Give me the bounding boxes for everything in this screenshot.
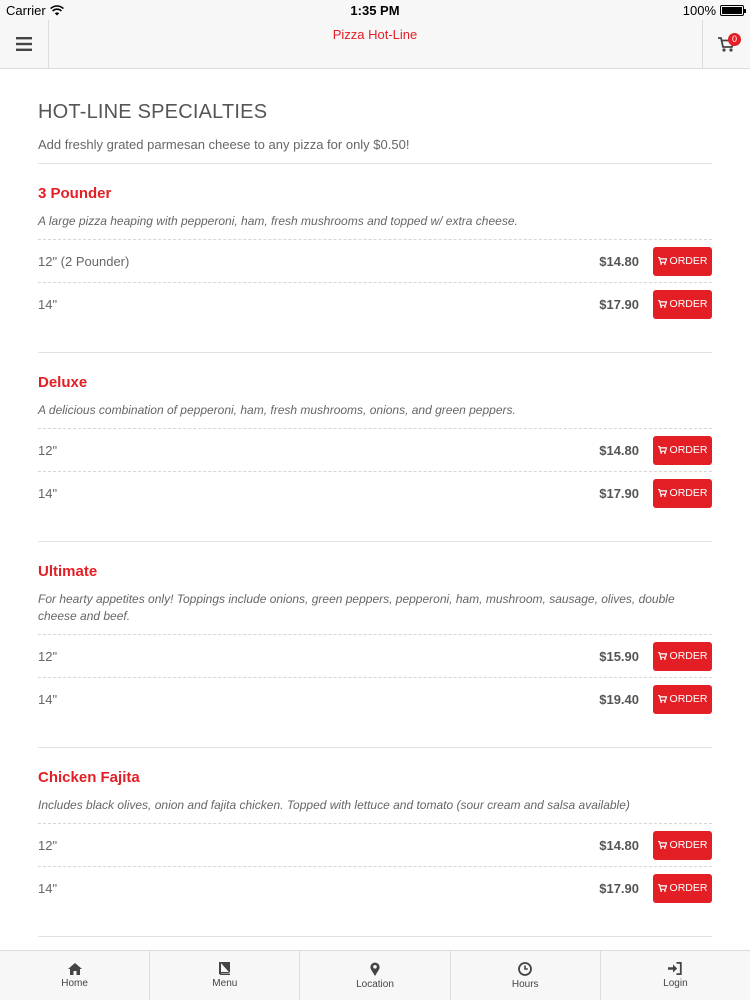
size-row [38, 239, 712, 282]
item-name: Ultimate [38, 563, 98, 580]
nav-bar [0, 20, 750, 69]
section-note: Add freshly grated parmesan cheese to any pizza for only $0.50! [38, 137, 712, 164]
battery-percent: 100% [682, 3, 716, 18]
tab-login-label: Login [663, 978, 688, 989]
size-label: 14" [38, 296, 58, 312]
item-name: Deluxe [38, 374, 88, 391]
size-price: $17.90 [599, 880, 639, 896]
page-title: Pizza Hot-Line [332, 27, 418, 42]
size-price: $15.90 [599, 648, 639, 664]
size-label: 12" [38, 442, 58, 458]
size-price: $17.90 [599, 296, 639, 312]
size-row [38, 677, 712, 720]
home-icon [68, 963, 82, 975]
menu-item [38, 353, 712, 542]
order-button-label: ORDER [669, 487, 708, 499]
order-button-label: ORDER [669, 650, 708, 662]
order-button-label: ORDER [669, 882, 708, 894]
hamburger-menu-button[interactable] [0, 20, 49, 68]
bottom-tab-bar [0, 950, 750, 1000]
battery-icon [720, 5, 744, 16]
cart-icon [658, 257, 667, 265]
battery-info [683, 3, 744, 18]
cart-icon [658, 489, 667, 497]
item-name: Chicken Fajita [38, 769, 140, 786]
item-description: Includes black olives, onion and fajita chicken. Topped with lettuce and tomato (sour cream and salsa available) [38, 798, 630, 812]
order-button[interactable] [653, 479, 712, 508]
size-row [38, 634, 712, 677]
order-button-label: ORDER [669, 839, 708, 851]
tab-home[interactable] [0, 951, 150, 1000]
cart-icon [658, 841, 667, 849]
tab-menu-label: Menu [212, 978, 238, 989]
tab-location[interactable] [300, 951, 450, 1000]
tab-location-label: Location [356, 978, 394, 990]
size-row [38, 866, 712, 909]
tab-hours[interactable] [451, 951, 601, 1000]
order-button[interactable] [653, 247, 712, 276]
size-label: 14" [38, 485, 58, 501]
book-icon [218, 962, 231, 975]
size-label: 12" [38, 648, 58, 664]
tab-home-label: Home [61, 977, 88, 989]
size-label: 14" [38, 880, 58, 896]
menu-items-list [38, 164, 712, 937]
cart-icon [658, 652, 667, 660]
menu-content [38, 70, 712, 937]
clock-icon [518, 962, 532, 976]
order-button[interactable] [653, 642, 712, 671]
sign-in-icon [668, 962, 682, 975]
size-price: $14.80 [599, 837, 639, 853]
size-row [38, 282, 712, 325]
size-price: $14.80 [599, 442, 639, 458]
item-description: A delicious combination of pepperoni, ham, fresh mushrooms, onions, and green peppers. [38, 403, 516, 417]
tab-hours-label: Hours [511, 978, 539, 990]
cart-icon [658, 884, 667, 892]
size-row [38, 823, 712, 866]
menu-item [38, 542, 712, 748]
section-title: HOT-LINE SPECIALTIES [38, 101, 268, 123]
order-button[interactable] [653, 290, 712, 319]
order-button-label: ORDER [669, 693, 708, 705]
cart-icon [658, 446, 667, 454]
order-button-label: ORDER [669, 444, 708, 456]
tab-login[interactable] [601, 951, 750, 1000]
order-button[interactable] [653, 874, 712, 903]
cart-count-badge: 0 [728, 33, 741, 46]
cart-button[interactable] [702, 20, 750, 68]
item-name: 3 Pounder [38, 185, 112, 202]
order-button[interactable] [653, 436, 712, 465]
map-marker-icon [370, 962, 380, 976]
item-description: A large pizza heaping with pepperoni, ham, fresh mushrooms and topped w/ extra cheese. [38, 214, 518, 228]
menu-item [38, 748, 712, 937]
status-bar [0, 0, 750, 20]
order-button[interactable] [653, 685, 712, 714]
size-label: 14" [38, 691, 58, 707]
clock-time: 1:35 PM [350, 3, 400, 18]
menu-item [38, 164, 712, 353]
hamburger-icon [16, 37, 32, 51]
order-button-label: ORDER [669, 298, 708, 310]
item-description: For hearty appetites only! Toppings include onions, green peppers, pepperoni, ham, mushroom, sausage, olives, double cheese and beef. [38, 592, 675, 623]
size-price: $17.90 [599, 485, 639, 501]
carrier-label: Carrier [6, 3, 46, 18]
tab-menu[interactable] [150, 951, 300, 1000]
order-button-label: ORDER [669, 255, 708, 267]
order-button[interactable] [653, 831, 712, 860]
cart-icon [658, 300, 667, 308]
size-row [38, 428, 712, 471]
size-price: $19.40 [599, 691, 639, 707]
size-label: 12" (2 Pounder) [38, 253, 130, 269]
size-label: 12" [38, 837, 58, 853]
size-row [38, 471, 712, 514]
cart-icon [658, 695, 667, 703]
size-price: $14.80 [599, 253, 639, 269]
